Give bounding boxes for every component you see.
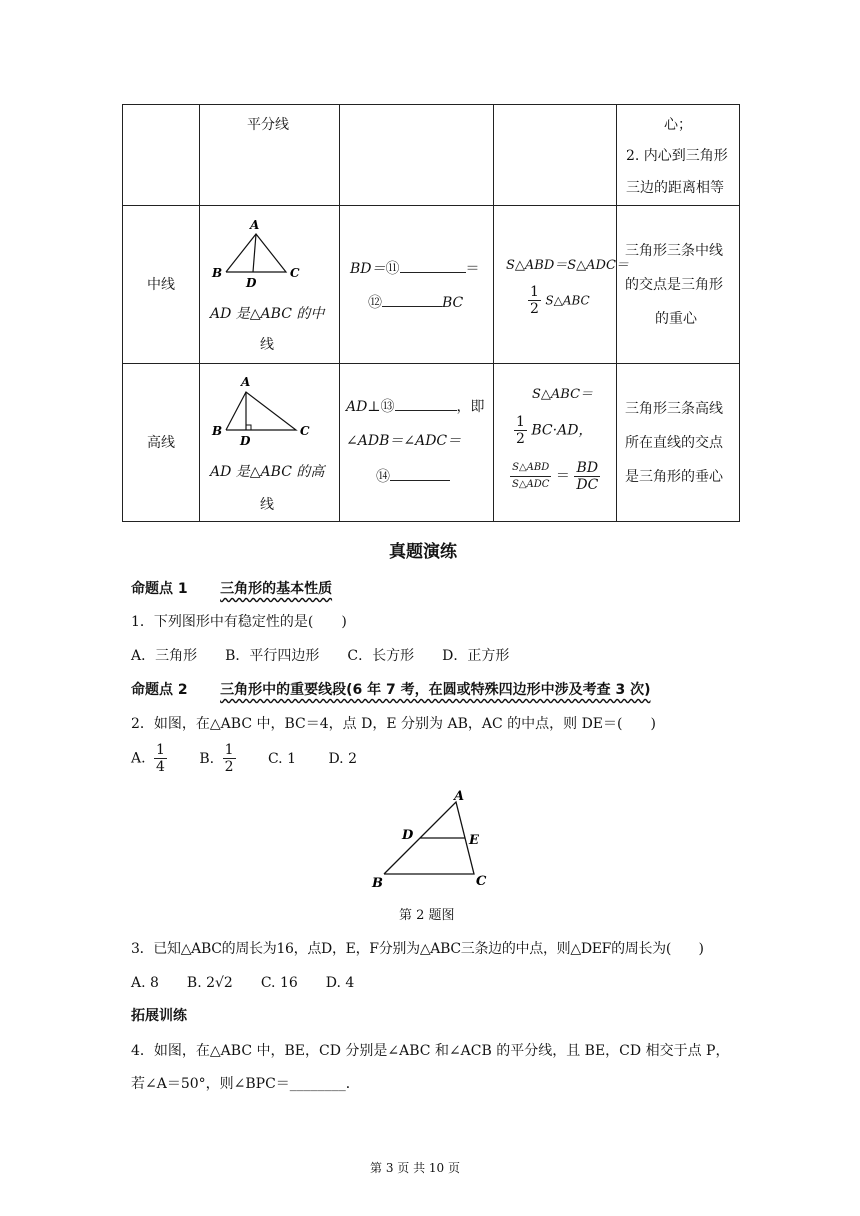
median-area-line2: $\frac{1}{2}$ S△ABC [530,284,590,317]
question-4-line2: 若∠A＝50°，则∠BPC＝________． [131,1076,360,1092]
row1-col5-line3: 三边的距离相等 [626,180,724,196]
table-row [123,105,740,206]
altitude-property-line1: 三角形三条高线 [625,401,723,417]
extension-heading: 拓展训练 [131,1008,187,1024]
altitude-caption-line2: 线 [260,497,274,513]
altitude-property-line2: 所在直线的交点 [625,435,723,451]
answer-blank-14[interactable] [390,466,450,481]
label-D: D [246,276,257,290]
median-triangle-figure [206,212,326,292]
row1-col5-line1: 心； [664,117,692,133]
median-area-line1: S△ABD＝S△ADC＝ [506,258,629,273]
label-D: D [240,434,251,448]
altitude-area-line1: S△ABC＝ [532,387,594,402]
answer-blank-11[interactable] [400,258,466,273]
label-C: C [300,424,310,438]
question-3-options: A. 8 B. 2√2 C. 16 D. 4 [131,975,355,991]
label-A: A [250,218,260,232]
label-A: A [454,789,465,804]
section-title: 真题演练 [389,542,457,562]
row1-col2-text: 平分线 [247,117,289,133]
label-D: D [402,828,414,843]
label-C: C [476,874,487,889]
median-property-line1: 三角形三条中线 [625,243,723,259]
question-2-figure [366,786,506,892]
row1-col5-line2: 2. 内心到三角形 [626,148,728,164]
altitude-ratio: $\frac{\text{S△ABD}}{\text{S△ADC}}$ ＝ $\frac{BD}{DC}$ [512,460,599,493]
topic1-heading: 命题点 1 三角形的基本性质 [131,581,333,597]
triangle-lines-table [122,104,740,522]
label-C: C [290,266,300,280]
table-row [123,206,740,364]
question-3-stem: 3．已知△ABC的周长为16，点D，E，F分别为△ABC三条边的中点，则△DEF的周长为( ) [131,941,704,957]
row-header-median: 中线 [123,206,200,364]
median-relation-line1: BD＝⑪ ＝ [350,254,480,284]
question-1-options: A．三角形 B．平行四边形 C．长方形 D．正方形 [131,648,510,664]
row-header-altitude: 高线 [123,364,200,522]
median-relation-line2: ⑫ BC [368,288,463,318]
altitude-relation-line2: ∠ADB＝∠ADC＝ [346,433,462,449]
altitude-relation-line1: AD⊥⑬ ，即 [346,392,485,422]
median-caption-line2: 线 [260,337,274,353]
table-row [123,364,740,522]
altitude-area-line2: $\frac{1}{2}$ BC·AD， [516,414,593,447]
label-B: B [212,424,223,438]
answer-blank-13[interactable] [395,396,457,411]
altitude-triangle-figure [206,368,326,450]
label-B: B [372,876,383,891]
altitude-caption-line1: AD 是△ABC 的高 [210,464,325,480]
median-caption-line1: AD 是△ABC 的中 [210,306,325,322]
median-property-line3: 的重心 [655,311,697,327]
label-A: A [241,375,251,389]
altitude-relation-line3: ⑭ [376,462,450,492]
question-2-figure-caption: 第 2 题图 [399,908,455,923]
question-1-stem: 1．下列图形中有稳定性的是( ) [131,614,347,630]
label-E: E [469,833,479,848]
median-property-line2: 的交点是三角形 [625,277,723,293]
question-4-line1: 4．如图，在△ABC 中，BE，CD 分别是∠ABC 和∠ACB 的平分线，且 BE，CD 相交于点 P， [131,1043,730,1059]
page-footer: 第 3 页 共 10 页 [370,1161,460,1175]
topic2-heading: 命题点 2 三角形中的重要线段(6 年 7 考，在圆或特殊四边形中涉及考查 3 次) [131,682,651,698]
question-2-options: A. $\frac{1}{4}$ B. $\frac{1}{2}$ C. 1 D. 2 [131,742,357,775]
question-2-stem: 2．如图，在△ABC 中，BC＝4，点 D，E 分别为 AB，AC 的中点，则 DE＝( ) [131,716,656,732]
answer-blank-12[interactable] [382,292,442,307]
altitude-property-line3: 是三角形的垂心 [625,469,723,485]
label-B: B [212,266,223,280]
